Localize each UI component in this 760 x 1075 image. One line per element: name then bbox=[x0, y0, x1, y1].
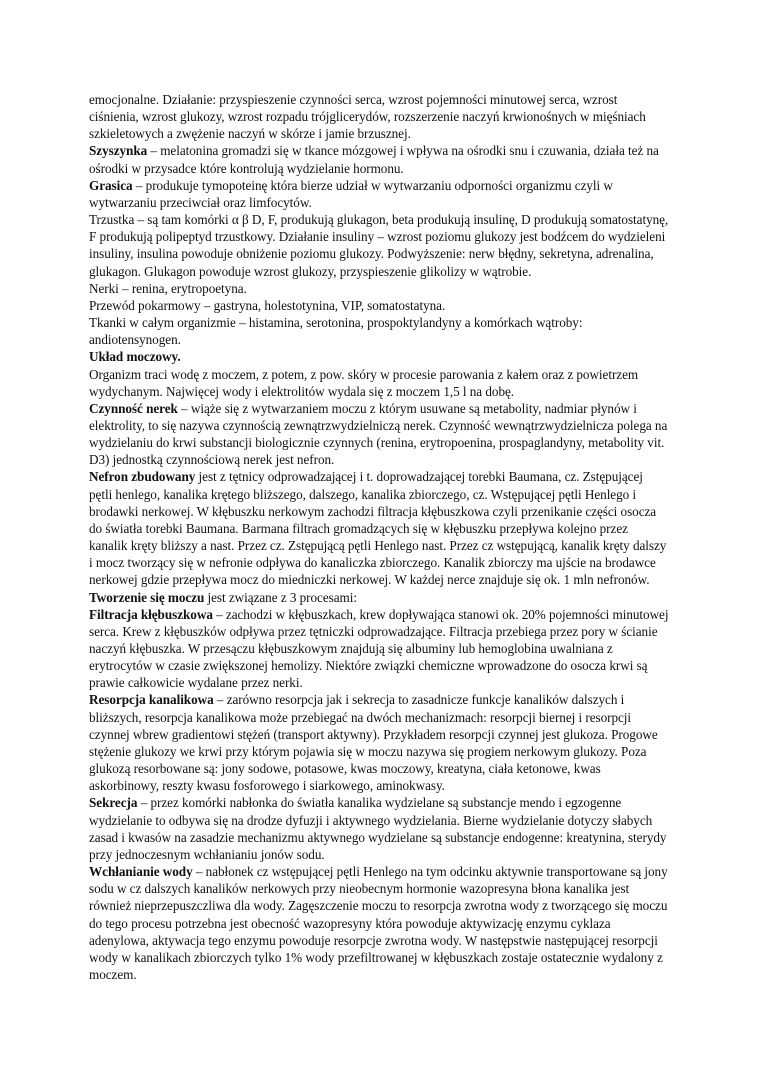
paragraph-adrenalina-cont bbox=[89, 91, 669, 142]
document-body bbox=[89, 91, 669, 983]
text-run: jest związane z 3 procesami: bbox=[204, 589, 357, 605]
paragraph-tworzenie-moczu bbox=[89, 589, 669, 606]
section-heading-uklad-moczowy bbox=[89, 348, 669, 365]
paragraph-tkanki bbox=[89, 314, 669, 348]
term-nefron: Nefron zbudowany bbox=[89, 469, 196, 485]
term-filtracja: Filtracja kłębuszkowa bbox=[89, 606, 213, 622]
text-run: jest z tętnicy odprowadzającej i t. doprowadzającej torebki Baumana, cz. Zstępującej pętli henlego, kanalika krętego bliższego, dalszego, kanalika zbiorczego, cz. Wstępującej pętli Henlego i brodawki nerkowej. W kłębuszku nerkowym zachodzi filtracja kłębuszkowa czyli przenikanie części osocza do światła torebki Baumana. Barmana filtrach gromadzących się w kłębuszku przepływa kolejno przez kanalik kręty bliższy a nast. Przez cz. Zstępującą pętli Henlego nast. Przez cz wstępującą, kanalik kręty dalszy i mocz tworzący się w nefronie odpływa do kanaliczka zbiorczego. Kanalik zbiorczy ma ujście na brodawce nerkowej gdzie przepływa mocz do miedniczki nerkowej. W każdej nerce znajduje się ok. 1 mln nefronów. bbox=[89, 469, 667, 588]
text-run: – zarówno resorpcja jak i sekrecja to zasadnicze funkcje kanalików dalszych i bliższych, resorpcja kanalikowa może przebiegać na dwóch mechanizmach: resorpcji biernej i resorpcji czynnej wbrew gradientowi stężeń (transport aktywny). Przykładem resorpcji czynnej jest glukoza. Progowe stężenie glukozy we krwi przy którym pojawia się w moczu nazywa się progiem nerkowym glukozy. Poza glukozą resorbowane są: jony sodowe, potasowe, kwas moczowy, kreatyna, ciała ketonowe, kwas askorbinowy, reszty kwasu fosforowego i siarkowego, aminokwasy. bbox=[89, 692, 658, 794]
text-run: – wiąże się z wytwarzaniem moczu z którym usuwane są metabolity, nadmiar płynów i elektrolity, to się nazywa czynnością zewnątrzwydzielniczą nerek. Czynność wewnątrzwydzielnicza polega na wydzielaniu do krwi substancji biologicznie czynnych (renina, erytropoenina, prospaglandyny, metabolity vit. D3) jednostką czynnościową nerek jest nefron. bbox=[89, 400, 668, 468]
text-run: – przez komórki nabłonka do światła kanalika wydzielane są substancje mendo i egzogenne wydzielanie to odbywa się na drodze dyfuzji i aktywnego wydzielania. Bierne wydzielanie dotyczy słabych zasad i kwasów na zasadzie mechanizmu aktywnego wydzielane są substancje endogenne: kreatynina, sterydy przy jednoczesnym wchłanianiu jonów sodu. bbox=[89, 795, 667, 862]
paragraph-szyszynka bbox=[89, 142, 669, 176]
term-wchlanianie-wody: Wchłanianie wody bbox=[89, 864, 193, 880]
text-run: Przewód pokarmowy – gastryna, holestotynina, VIP, somatostatyna. bbox=[89, 297, 446, 313]
text-run: emocjonalne. Działanie: przyspieszenie czynności serca, wzrost pojemności minutowej serca, wzrost ciśnienia, wzrost glukozy, wzrost rozpadu trójglicerydów, rozszerzenie naczyń krwionośnych w mięśniach szkieletowych a zwężenie naczyń w skórze i jamie brzusznej. bbox=[89, 92, 646, 142]
paragraph-sekrecja bbox=[89, 794, 669, 863]
text-run: Tkanki w całym organizmie – histamina, serotonina, prospoktylandyny a komórkach wątroby: andiotensynogen. bbox=[89, 315, 583, 348]
paragraph-resorpcja bbox=[89, 691, 669, 794]
text-run: – produkuje tymopoteinę która bierze udział w wytwarzaniu odporności organizmu czyli w wytwarzaniu przeciwciał oraz limfocytów. bbox=[89, 177, 613, 210]
term-resorpcja: Resorpcja kanalikowa bbox=[89, 692, 214, 708]
paragraph-przewod-pokarmowy bbox=[89, 297, 669, 314]
text-run: Organizm traci wodę z moczem, z potem, z pow. skóry w procesie parowania z kałem oraz z powietrzem wydychanym. Najwięcej wody i elektrolitów wydala się z moczem 1,5 l na dobę. bbox=[89, 366, 639, 399]
paragraph-wchlanianie-wody bbox=[89, 863, 669, 983]
paragraph-nefron bbox=[89, 468, 669, 588]
heading-text: Układ moczowy. bbox=[89, 349, 181, 365]
text-run: – nabłonek cz wstępującej pętli Henlego na tym odcinku aktywnie transportowane są jony sodu w cz dalszych kanalików nerkowych przy nieobecnym hormonie wazopresyna błona kanalika jest również nieprzepuszczliwa dla wody. Zagęszczenie moczu to resorpcja zwrotna wody z tworzącego się moczu do tego procesu potrzebna jest obecność wazopresyny która powoduje aktywizację enzymu cyklaza adenylowa, aktywacja tego enzymu powoduje resorpcje zwrotna wody. W następstwie następującej resorpcji wody w kanalikach zbiorczych tylko 1% wody przefiltrowanej w kłębuszkach zostaje ostatecznie wydalony z moczem. bbox=[89, 864, 668, 982]
paragraph-czynnosc-nerek bbox=[89, 400, 669, 469]
term-szyszynka: Szyszynka bbox=[89, 143, 148, 159]
term-tworzenie-moczu: Tworzenie się moczu bbox=[89, 589, 205, 605]
text-run: – melatonina gromadzi się w tkance mózgowej i wpływa na ośrodki snu i czuwania, działa też na ośrodki w przysadce które kontrolują wydzielanie hormonu. bbox=[89, 143, 659, 176]
paragraph-trzustka bbox=[89, 211, 669, 280]
text-run: Nerki – renina, erytropoetyna. bbox=[89, 280, 247, 296]
term-czynnosc-nerek: Czynność nerek bbox=[89, 400, 178, 416]
paragraph-grasica bbox=[89, 177, 669, 211]
term-sekrecja: Sekrecja bbox=[89, 795, 138, 811]
text-run: – zachodzi w kłębuszkach, krew dopływająca stanowi ok. 20% pojemności minutowej serca. Krew z kłębuszków odpływa przez tętniczki odprowadzające. Filtracja przebiega przez pory w ścianie naczyń kłębuszka. W przesączu kłębuszkowym znajdują się albuminy lub hemoglobina uwalniana z erytrocytów w czasie zwiększonej hemolizy. Niektóre związki chemiczne wprowadzone do osocza krwi są prawie całkowicie wydalane przez nerki. bbox=[89, 606, 669, 691]
term-grasica: Grasica bbox=[89, 177, 133, 193]
paragraph-nerki bbox=[89, 280, 669, 297]
text-run: Trzustka – są tam komórki α β D, F, produkują glukagon, beta produkują insulinę, D produkują somatostatynę, F produkują polipeptyd trzustkowy. Działanie insuliny – wzrost poziomu glukozy jest bodźcem do wydzieleni insuliny, insulina powoduje obniżenie poziomu glukozy. Podwyższenie: nerw błędny, sekretyna, adrenalina, glukagon. Glukagon powoduje wzrost glukozy, przyspieszenie glikolizy w wątrobie. bbox=[89, 212, 669, 279]
paragraph-organizm bbox=[89, 366, 669, 400]
paragraph-filtracja bbox=[89, 606, 669, 692]
